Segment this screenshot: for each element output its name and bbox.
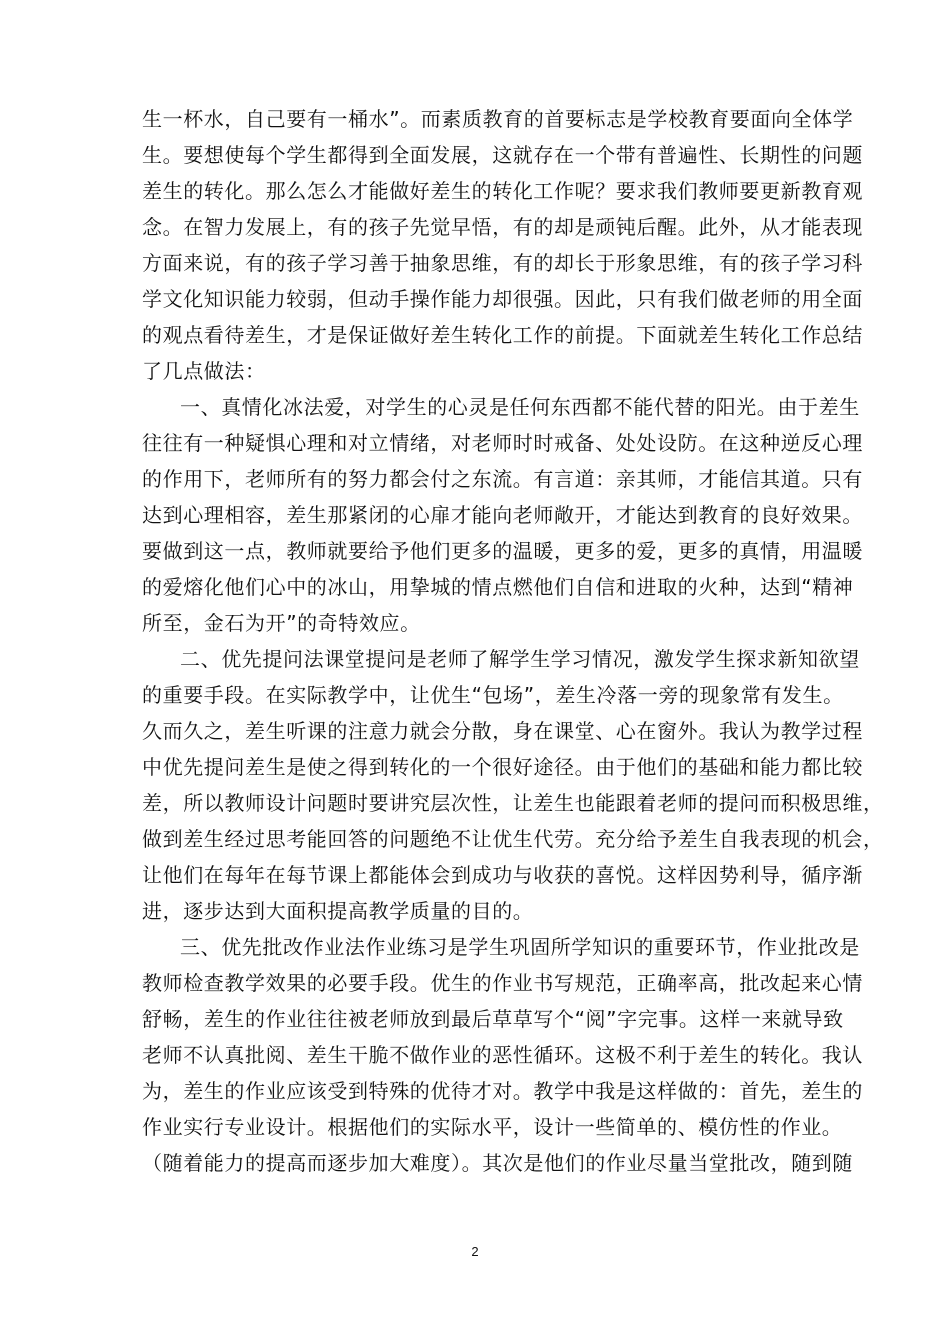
text-line: 生。要想使每个学生都得到全面发展，这就存在一个带有普遍性、长期性的问题 (142, 143, 863, 167)
text-line: 进，逐步达到大面积提高教学质量的目的。 (142, 899, 534, 923)
text-line: 做到差生经过思考能回答的问题绝不让优生代劳。充分给予差生自我表现的机会， (142, 827, 884, 851)
text-line: 生一杯水，自己要有一桶水”。而素质教育的首要标志是学校教育要面向全体学 (142, 107, 854, 131)
text-line: 往往有一种疑惧心理和对立情绪，对老师时时戒备、处处设防。在这种逆反心理 (142, 431, 863, 455)
text-line: 要做到这一点，教师就要给予他们更多的温暖，更多的爱，更多的真情，用温暖 (142, 539, 863, 563)
paragraph-heading-3: 三、优先批改作业法作业练习是学生巩固所学知识的重要环节，作业批改是 (180, 935, 860, 959)
text-line: 的爱熔化他们心中的冰山，用挚城的情点燃他们自信和进取的火种，达到“精神 (142, 575, 854, 599)
text-line: 学文化知识能力较弱，但动手操作能力却很强。因此，只有我们做老师的用全面 (142, 287, 863, 311)
text-line: 差，所以教师设计问题时要讲究层次性，让差生也能跟着老师的提问而积极思维， (142, 791, 884, 815)
text-line: 老师不认真批阅、差生干脆不做作业的恶性循环。这极不利于差生的转化。我认 (142, 1043, 863, 1067)
text-line: 念。在智力发展上，有的孩子先觉早悟，有的却是顽钝后醒。此外，从才能表现 (142, 215, 863, 239)
text-line: 中优先提问差生是使之得到转化的一个很好途径。由于他们的基础和能力都比较 (142, 755, 863, 779)
text-line: 作业实行专业设计。根据他们的实际水平，设计一些简单的、模仿性的作业。 (142, 1115, 843, 1139)
page-number: 2 (471, 1244, 479, 1259)
text-line: 让他们在每年在每节课上都能体会到成功与收获的喜悦。这样因势利导，循序渐 (142, 863, 863, 887)
text-line: 差生的转化。那么怎么才能做好差生的转化工作呢？要求我们教师要更新教育观 (142, 179, 863, 203)
text-line: 的重要手段。在实际教学中，让优生“包场”，差生冷落一旁的现象常有发生。 (142, 683, 844, 707)
text-line: 教师检查教学效果的必要手段。优生的作业书写规范，正确率高，批改起来心情 (142, 971, 863, 995)
text-line: 的观点看待差生，才是保证做好差生转化工作的前提。下面就差生转化工作总结 (142, 323, 863, 347)
text-line: 方面来说，有的孩子学习善于抽象思维，有的却长于形象思维，有的孩子学习科 (142, 251, 863, 275)
text-line: 达到心理相容，差生那紧闭的心扉才能向老师敞开，才能达到教育的良好效果。 (142, 503, 863, 527)
text-line: 久而久之，差生听课的注意力就会分散，身在课堂、心在窗外。我认为教学过程 (142, 719, 863, 743)
text-line: 为，差生的作业应该受到特殊的优待才对。教学中我是这样做的：首先，差生的 (142, 1079, 863, 1103)
text-line: 所至，金石为开”的奇特效应。 (142, 611, 421, 635)
paragraph-heading-1: 一、真情化冰法爱，对学生的心灵是任何东西都不能代替的阳光。由于差生 (180, 395, 860, 419)
text-line: 了几点做法： (142, 359, 266, 383)
text-line: 的作用下，老师所有的努力都会付之东流。有言道：亲其师，才能信其道。只有 (142, 467, 863, 491)
paragraph-heading-2: 二、优先提问法课堂提问是老师了解学生学习情况，激发学生探求新知欲望 (180, 647, 860, 671)
text-line: 舒畅，差生的作业往往被老师放到最后草草写个“阅”字完事。这样一来就导致 (142, 1007, 844, 1031)
text-line: （随着能力的提高而逐步加大难度）。其次是他们的作业尽量当堂批改，随到随 (142, 1151, 853, 1175)
